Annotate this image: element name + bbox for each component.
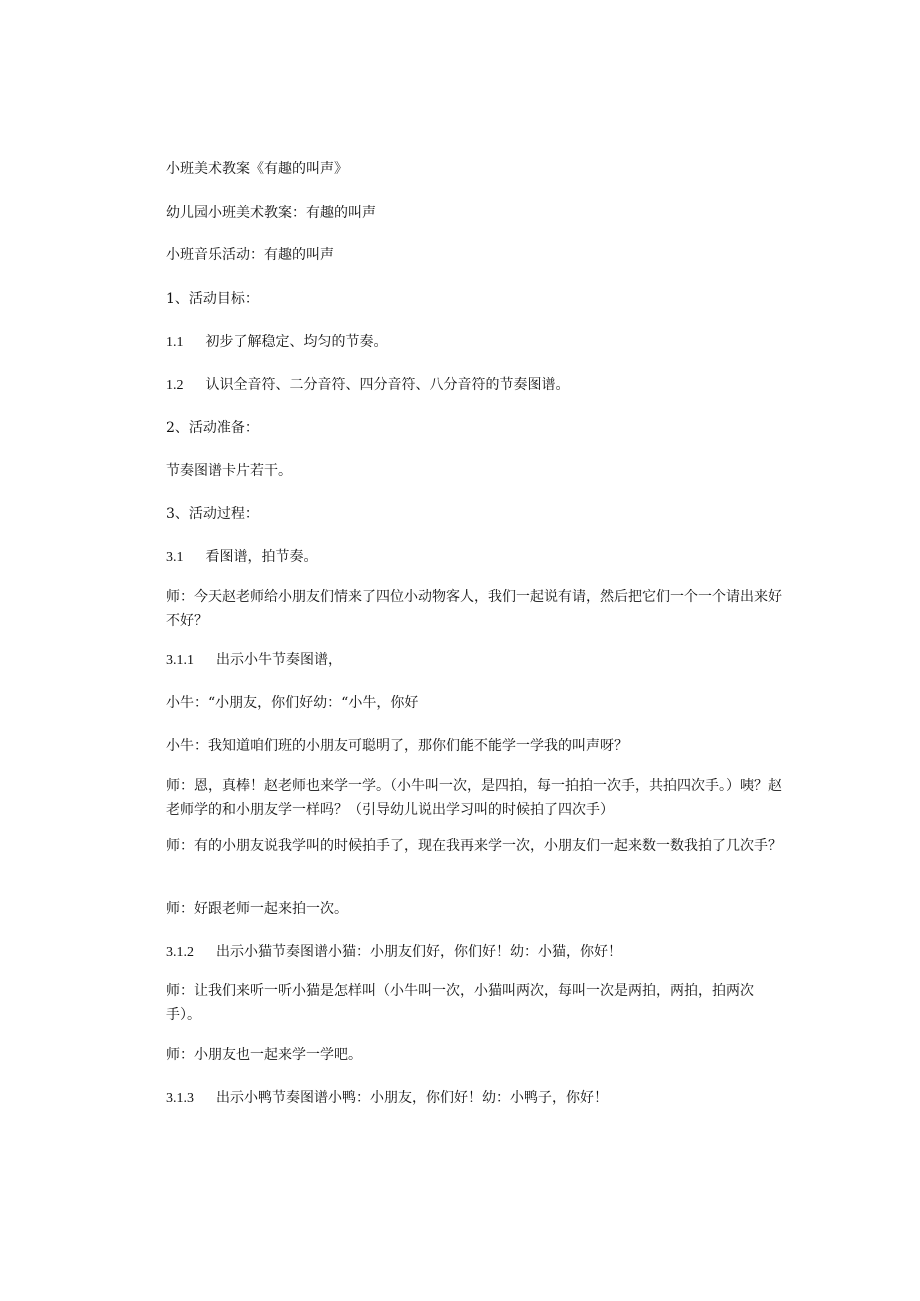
line-text: 师：小朋友也一起来学一学吧。 <box>166 1047 362 1063</box>
line-text: 小牛：我知道咱们班的小朋友可聪明了，那你们能不能学一学我的叫声呀？ <box>166 738 628 754</box>
line-text: 师：有的小朋友说我学叫的时候拍手了，现在我再来学一次，小朋友们一起来数一数我拍了几次手？ <box>166 838 782 854</box>
preparation-text <box>166 459 292 483</box>
process-3-1-1 <box>166 648 342 673</box>
doc-title <box>166 157 348 181</box>
calf-question <box>166 734 628 758</box>
line-text: 师：好跟老师一起来拍一次。 <box>166 901 348 917</box>
teacher-count-paragraph <box>166 834 788 858</box>
item-number: 1.2 <box>166 378 184 393</box>
line-text: 师：今天赵老师给小朋友们情来了四位小动物客人，我们一起说有请，然后把它们一个一个请出来好不好？ <box>166 589 782 629</box>
line-text: 出示小猫节奏图谱小猫：小朋友们好，你们好！幼：小猫，你好！ <box>216 944 622 960</box>
process-3-1-2 <box>166 940 622 965</box>
line-text: 小牛：“小朋友，你们好幼：“小牛，你好 <box>166 695 419 711</box>
activity-title <box>166 243 334 267</box>
item-number: 3.1.1 <box>166 653 194 668</box>
goal-1-2 <box>166 373 570 398</box>
line-text: 小班音乐活动：有趣的叫声 <box>166 247 334 263</box>
teacher-learn-together <box>166 1043 362 1067</box>
doc-subtitle <box>166 201 376 225</box>
line-text: 幼儿园小班美术教案：有趣的叫声 <box>166 205 376 221</box>
teacher-kitten-paragraph <box>166 979 788 1027</box>
line-text: 师：让我们来听一听小猫是怎样叫（小牛叫一次，小猫叫两次，每叫一次是两拍，两拍，拍两次手）。 <box>166 983 754 1023</box>
process-3-1-3 <box>166 1086 608 1111</box>
line-text: 出示小鸭节奏图谱小鸭：小朋友，你们好！幼：小鸭子，你好！ <box>216 1090 608 1106</box>
line-text: 师：恩，真棒！赵老师也来学一学。（小牛叫一次，是四拍，每一拍拍一次手，共拍四次手。）咦？赵老师学的和小朋友学一样吗？（引导幼儿说出学习叫的时候拍了四次手） <box>166 778 782 818</box>
line-text: 节奏图谱卡片若干。 <box>166 463 292 479</box>
item-number: 3.1.3 <box>166 1091 194 1106</box>
line-text: 1、活动目标： <box>166 291 259 307</box>
line-text: 初步了解稳定、均匀的节奏。 <box>205 334 388 350</box>
goal-1-1 <box>166 330 388 355</box>
teacher-intro-paragraph <box>166 585 788 633</box>
item-number: 1.1 <box>166 335 184 350</box>
line-text: 出示小牛节奏图谱， <box>216 652 342 668</box>
section-heading-process <box>166 502 259 526</box>
item-number: 3.1 <box>166 550 184 565</box>
line-text: 3、活动过程： <box>166 506 259 522</box>
calf-greeting <box>166 691 418 715</box>
teacher-calf-paragraph <box>166 774 788 822</box>
line-text: 认识全音符、二分音符、四分音符、八分音符的节奏图谱。 <box>205 377 570 393</box>
line-text: 2、活动准备： <box>166 420 259 436</box>
line-text: 小班美术教案《有趣的叫声》 <box>166 161 348 177</box>
teacher-clap-together <box>166 897 348 921</box>
item-number: 3.1.2 <box>166 945 194 960</box>
process-3-1 <box>166 545 318 570</box>
section-heading-goals <box>166 287 259 311</box>
line-text: 看图谱，拍节奏。 <box>205 549 318 565</box>
section-heading-preparation <box>166 416 259 440</box>
